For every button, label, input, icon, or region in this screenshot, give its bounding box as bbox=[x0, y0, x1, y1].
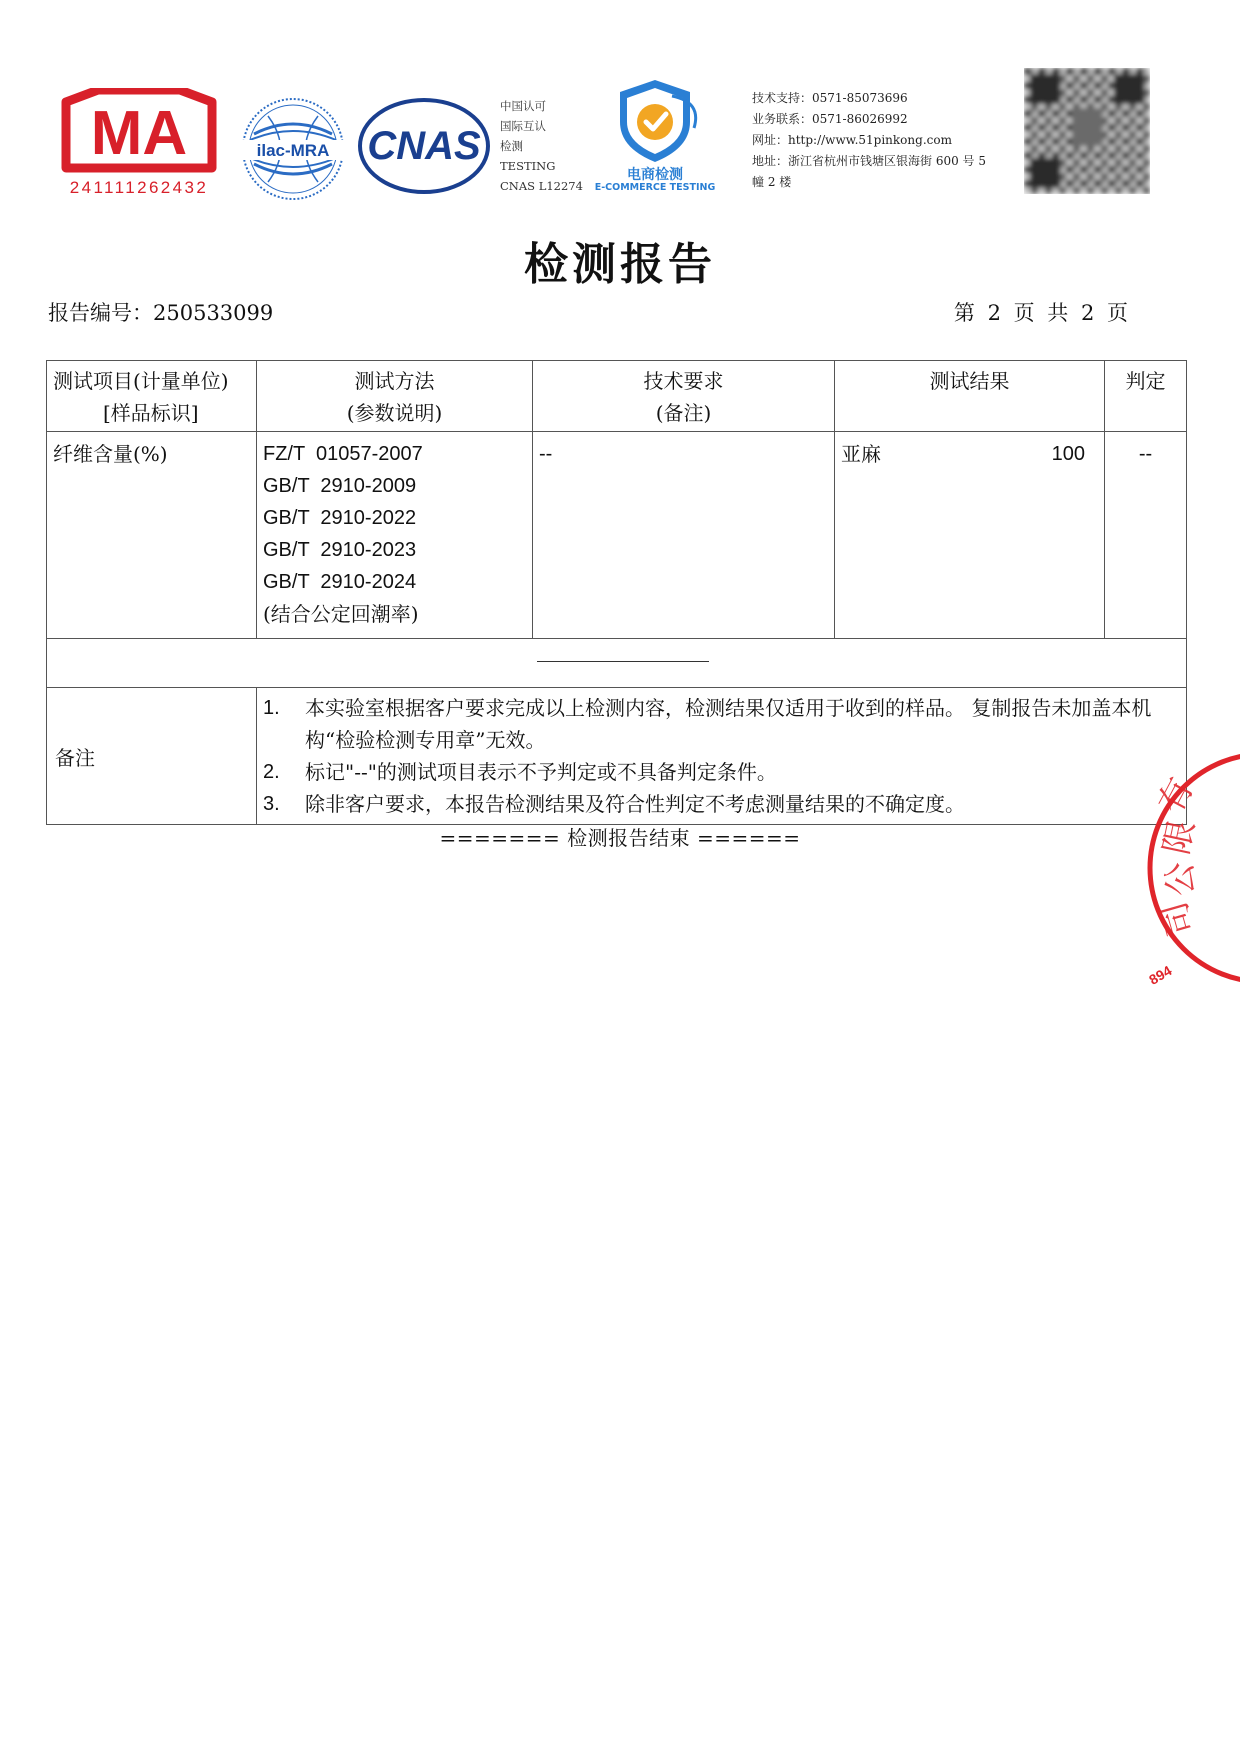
separator-row bbox=[47, 639, 1187, 688]
stamp-char: 限 bbox=[1156, 816, 1203, 859]
result-fiber-value: 100 bbox=[1051, 443, 1085, 465]
header-line: 技术要求 bbox=[643, 369, 724, 393]
method-line: GB/T 2910-2024 bbox=[263, 571, 417, 593]
method-line: FZ/T 01057-2007 bbox=[263, 443, 423, 465]
judgement-value: -- bbox=[1138, 443, 1153, 465]
accreditation-line: CNAS L12274 bbox=[500, 179, 583, 193]
header-cell-method bbox=[257, 361, 533, 432]
accreditation-line: 国际互认 bbox=[500, 119, 546, 133]
method-note: (结合公定回潮率) bbox=[263, 602, 419, 626]
header-line: 测试结果 bbox=[929, 369, 1010, 393]
header-cell-item bbox=[47, 361, 257, 432]
remark-number: 3. bbox=[263, 793, 280, 815]
table-header-row bbox=[47, 361, 1187, 432]
report-title: 检测报告 bbox=[524, 239, 716, 290]
remark-item bbox=[263, 692, 1182, 756]
accreditation-text bbox=[500, 96, 583, 196]
ilac-logo-text: ilac-MRA bbox=[256, 141, 330, 160]
remark-text: 本实验室根据客户要求完成以上检测内容，检测结果仅适用于收到的样品。 复制报告未加盖本机构“检验检测专用章”无效。 bbox=[305, 696, 1152, 752]
remarks-cell bbox=[257, 688, 1187, 825]
accreditation-line: TESTING bbox=[500, 159, 556, 173]
header-cell-requirement bbox=[533, 361, 835, 432]
remark-text: 除非客户要求，本报告检测结果及符合性判定不考虑测量结果的不确定度。 bbox=[305, 792, 965, 816]
ecommerce-label-en: E-COMMERCE TESTING bbox=[594, 182, 716, 193]
item-name: 纤维含量(%) bbox=[53, 442, 168, 466]
accreditation-line: 检测 bbox=[500, 139, 523, 153]
table-row bbox=[47, 432, 1187, 639]
official-seal-stamp bbox=[1140, 748, 1240, 988]
separator-line bbox=[537, 661, 709, 662]
stamp-char: 有 bbox=[1150, 771, 1202, 821]
results-table bbox=[46, 360, 1187, 825]
qr-code bbox=[1024, 68, 1150, 194]
contact-line: 幢 2 楼 bbox=[752, 175, 792, 189]
header-line: 测试项目(计量单位) bbox=[53, 369, 229, 393]
header-line: (参数说明) bbox=[346, 401, 443, 425]
cma-logo bbox=[58, 88, 220, 200]
result-cell bbox=[835, 432, 1105, 639]
shield-check-icon bbox=[590, 76, 720, 166]
report-number: 报告编号：250533099 bbox=[48, 301, 274, 325]
method-line: GB/T 2910-2009 bbox=[263, 475, 417, 497]
remark-number: 2. bbox=[263, 761, 280, 783]
header-line: 判定 bbox=[1125, 369, 1166, 393]
judgement-cell bbox=[1105, 432, 1187, 639]
accreditation-line: 中国认可 bbox=[500, 99, 546, 113]
remarks-row bbox=[47, 688, 1187, 825]
contact-info bbox=[752, 88, 1012, 193]
remark-text: 标记"--"的测试项目表示不予判定或不具备判定条件。 bbox=[305, 760, 777, 784]
result-fiber-name: 亚麻 bbox=[841, 442, 881, 466]
stamp-digits: 894 bbox=[1146, 962, 1175, 988]
ecommerce-label-cn: 电商检测 bbox=[627, 167, 683, 183]
cma-certificate-number: 241111262432 bbox=[69, 178, 209, 197]
method-cell bbox=[257, 432, 533, 639]
contact-line: 地址：浙江省杭州市钱塘区银海街 600 号 5 bbox=[752, 154, 986, 168]
requirement-cell bbox=[533, 432, 835, 639]
ecommerce-testing-logo bbox=[590, 76, 720, 200]
cnas-logo bbox=[358, 96, 490, 196]
contact-line: 业务联系：0571-86026992 bbox=[752, 112, 908, 126]
report-end-marker: ======= 检测报告结束 ====== bbox=[439, 826, 801, 850]
contact-line: 网址：http://www.51pinkong.com bbox=[752, 133, 952, 147]
method-line: GB/T 2910-2023 bbox=[263, 539, 417, 561]
method-line: GB/T 2910-2022 bbox=[263, 507, 417, 529]
page-info: 第 2 页 共 2 页 bbox=[953, 301, 1128, 325]
header-line: (备注) bbox=[655, 401, 712, 425]
remark-number: 1. bbox=[263, 697, 280, 719]
remark-item bbox=[263, 756, 1182, 788]
requirement-value: -- bbox=[539, 443, 553, 465]
item-cell bbox=[47, 432, 257, 639]
remark-item bbox=[263, 788, 1182, 820]
stamp-char: 公 bbox=[1160, 861, 1202, 897]
stamp-char: 司 bbox=[1154, 896, 1203, 941]
cnas-logo-text: CNAS bbox=[367, 124, 481, 168]
remarks-label: 备注 bbox=[47, 688, 257, 825]
separator-cell bbox=[47, 639, 1187, 688]
ilac-mra-logo bbox=[240, 96, 346, 202]
header-cell-result bbox=[835, 361, 1105, 432]
header-cell-judgement bbox=[1105, 361, 1187, 432]
header-line: 测试方法 bbox=[354, 369, 435, 393]
header-line: [样品标识] bbox=[103, 401, 199, 425]
cma-logo-text: MA bbox=[90, 99, 188, 168]
contact-line: 技术支持：0571-85073696 bbox=[752, 91, 908, 105]
